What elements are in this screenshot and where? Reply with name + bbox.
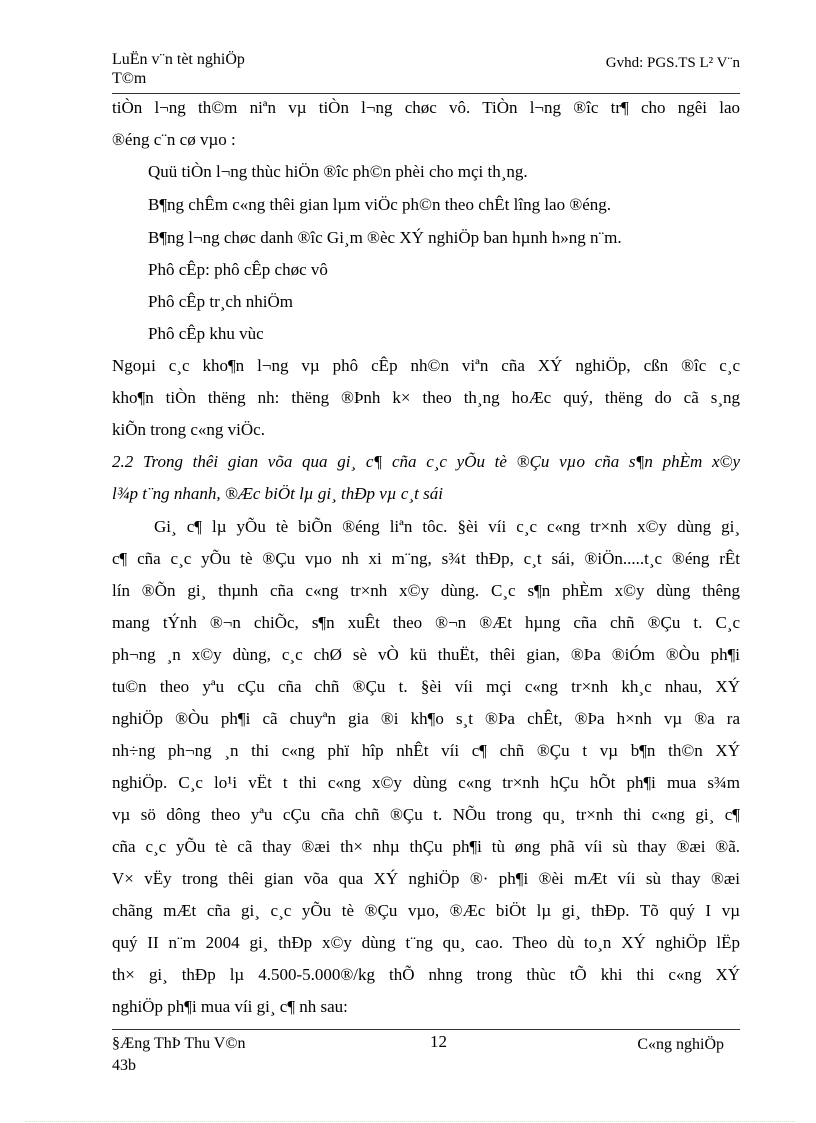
paragraph-line: nghiÖp. C¸c lo¹i vËt t thi c«ng x©y dùng c«ng tr×nh hÇu hÕt ph¶i mua s¾m xyxy=(112,773,740,792)
list-item: Phô cÊp: phô cÊp chøc vô xyxy=(148,260,328,279)
header-divider xyxy=(112,93,740,94)
paragraph-line: chãng mÆt cña gi¸ c¸c yÕu tè ®Çu vµo, ®Æc biÖt lµ gi¸ thÐp. Tõ quý I vµ xyxy=(112,901,740,920)
list-item: B¶ng l¬ng chøc danh ®îc Gi¸m ®èc XÝ nghiÖp ban hµnh h»ng n¨m. xyxy=(148,228,622,247)
paragraph-line: ph¬ng ¸n x©y dùng, c¸c chØ sè vÒ kü thuËt, thêi gian, ®Þa ®iÓm ®Òu ph¶i xyxy=(112,645,740,664)
header-thesis-title-cont: T©m xyxy=(112,70,147,87)
paragraph-line: vµ sö dông theo yªu cÇu cña chñ ®Çu t. NÕu trong qu¸ tr×nh thi c«ng gi¸ c¶ xyxy=(112,805,740,824)
paragraph-line: V× vËy trong thêi gian võa qua XÝ nghiÖp ®· ph¶i ®èi mÆt víi sù thay ®æi xyxy=(112,869,740,888)
footer-class: 43b xyxy=(112,1057,136,1074)
paragraph-line: nh÷ng ph¬ng ¸n thi c«ng phï hîp nhÊt víi c¶ chñ ®Çu t vµ b¶n th©n XÝ xyxy=(112,741,740,760)
header-supervisor: Gvhd: PGS.TS L² V¨n xyxy=(605,55,740,71)
page-number: 12 xyxy=(430,1032,447,1051)
body-line: Ngoµi c¸c kho¶n l¬ng vµ phô cÊp nh©n viªn cña XÝ nghiÖp, cßn ®îc c¸c xyxy=(112,356,740,375)
paragraph-line: th× gi¸ thÐp lµ 4.500-5.000®/kg thÕ nhng trong thùc tÕ khi thi c«ng XÝ xyxy=(112,965,740,984)
list-item: B¶ng chÊm c«ng thêi gian lµm viÖc ph©n theo chÊt lîng lao ®éng. xyxy=(148,195,612,214)
footer-faculty: C«ng nghiÖp xyxy=(637,1036,724,1053)
body-line: ®éng c¨n cø vµo : xyxy=(112,130,236,149)
header-thesis-title: LuËn v¨n tèt nghiÖp xyxy=(112,51,245,68)
body-line: kiÕn trong c«ng viÖc. xyxy=(112,420,265,439)
paragraph-line: lín ®Õn gi¸ thµnh cña c«ng tr×nh x©y dùng. C¸c s¶n phÈm x©y dùng thêng xyxy=(112,581,740,600)
paragraph-line: quý II n¨m 2004 gi¸ thÐp x©y dùng t¨ng qu¸ cao. Theo dù to¸n XÝ nghiÖp lËp xyxy=(112,933,740,952)
paragraph-line: cña c¸c yÕu tè cã thay ®æi th× nhµ thÇu ph¶i tù øng phã víi sù thay ®æi ®ã. xyxy=(112,837,740,856)
list-item: Phô cÊp khu vùc xyxy=(148,324,264,343)
list-item: Quü tiÒn l¬ng thùc hiÖn ®îc ph©n phèi cho mçi th¸ng. xyxy=(148,162,528,181)
page-boundary xyxy=(25,1121,795,1122)
paragraph-line: mang tÝnh ®¬n chiÕc, s¶n xuÊt theo ®¬n ®Æt hµng cña chñ ®Çu t. C¸c xyxy=(112,613,740,632)
footer-author: §Æng ThÞ Thu V©n xyxy=(112,1035,246,1052)
footer-divider xyxy=(112,1029,740,1030)
body-line: tiÒn l¬ng th©m niªn vµ tiÒn l¬ng chøc vô. TiÒn l¬ng ®îc tr¶ cho ngêi lao xyxy=(112,98,740,117)
paragraph-line: nghiÖp ®Òu ph¶i cã chuyªn gia ®i kh¶o s¸t ®Þa chÊt, ®Þa h×nh vµ ®a ra xyxy=(112,709,740,728)
section-heading: 2.2 Trong thêi gian võa qua gi¸ c¶ cña c¸c yÕu tè ®Çu vµo cña s¶n phÈm x©y xyxy=(112,452,740,471)
paragraph-line: nghiÖp ph¶i mua víi gi¸ c¶ nh sau: xyxy=(112,997,348,1016)
paragraph-line: tu©n theo yªu cÇu cña chñ ®Çu t. §èi víi mçi c«ng tr×nh kh¸c nhau, XÝ xyxy=(112,677,740,696)
paragraph-line: c¶ cña c¸c yÕu tè ®Çu vµo nh xi m¨ng, s¾t thÐp, c¸t sái, ®iÖn.....t¸c ®éng rÊt xyxy=(112,549,740,568)
paragraph-line: Gi¸ c¶ lµ yÕu tè biÕn ®éng liªn tôc. §èi víi c¸c c«ng tr×nh x©y dùng gi¸ xyxy=(154,517,740,536)
section-heading-cont: l¾p t¨ng nhanh, ®Æc biÖt lµ gi¸ thÐp vµ c¸t sái xyxy=(112,484,443,503)
body-line: kho¶n tiÒn thëng nh: thëng ®Þnh k× theo th¸ng hoÆc quý, thëng do cã s¸ng xyxy=(112,388,740,407)
list-item: Phô cÊp tr¸ch nhiÖm xyxy=(148,292,293,311)
